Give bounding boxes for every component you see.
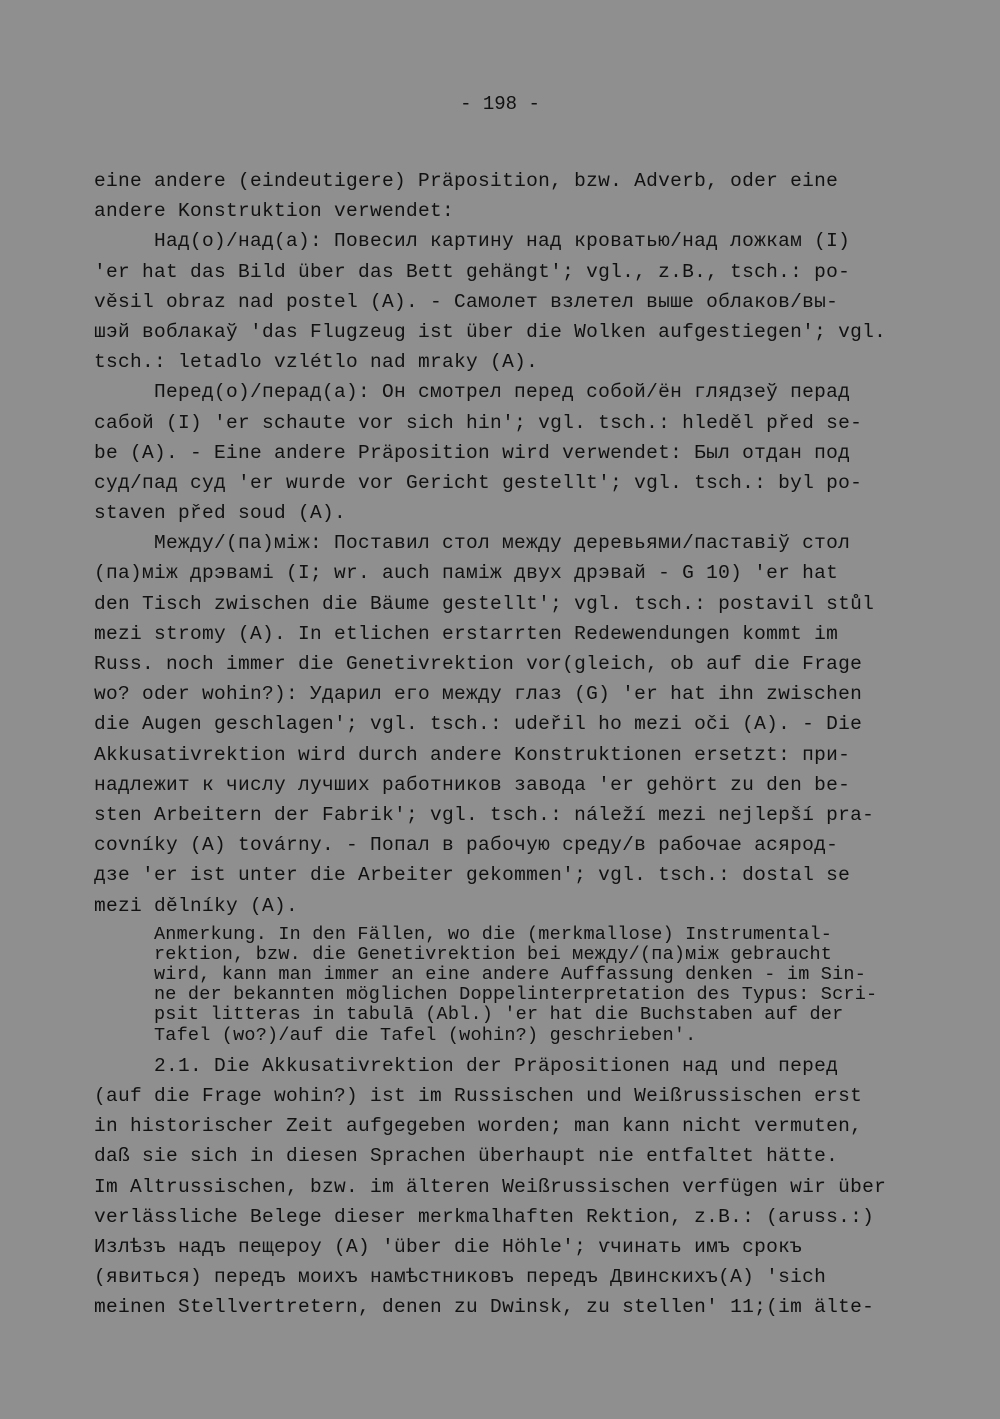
text-line: дзе 'er ist unter die Arbeiter gekommen'; vgl. tsch.: dostal se bbox=[94, 864, 851, 887]
text-line: in historischer Zeit aufgegeben worden; man kann nicht vermuten, bbox=[94, 1115, 863, 1138]
text-line: Над(о)/над(а): Повесил картину над кроватью/над ложкам (I) bbox=[154, 230, 851, 253]
text-line: 'er hat das Bild über das Bett gehängt'; vgl., z.B., tsch.: po- bbox=[94, 260, 851, 283]
text-line: сабой (I) 'er schaute vor sich hin'; vgl. tsch.: hleděl před se- bbox=[94, 411, 863, 434]
text-line: die Augen geschlagen'; vgl. tsch.: udeřil ho mezi oči (A). - Die bbox=[94, 713, 863, 736]
footnote-anmerkung bbox=[154, 925, 884, 1046]
text-line: Между/(па)між: Поставил стол между деревьями/паставіў стол bbox=[154, 532, 851, 555]
text-line: mezi dělníky (A). bbox=[94, 894, 299, 917]
text-line: meinen Stellvertretern, denen zu Dwinsk, zu stellen' 11;(im älte- bbox=[94, 1296, 875, 1319]
text-line: daß sie sich in diesen Sprachen überhaupt nie entfaltet hätte. bbox=[94, 1145, 839, 1168]
text-line: mezi stromy (A). In etlichen erstarrten Redewendungen kommt im bbox=[94, 622, 839, 645]
text-line: sten Arbeitern der Fabrik'; vgl. tsch.: náleží mezi nejlepší pra- bbox=[94, 803, 875, 826]
text-line: wird, kann man immer an eine andere Auffassung denken - im Sin- bbox=[154, 964, 867, 986]
paragraph-block-a bbox=[94, 166, 887, 921]
page-number: - 198 - bbox=[460, 93, 540, 115]
text-line: ne der bekannten möglichen Doppelinterpretation des Typus: Scri- bbox=[154, 984, 878, 1006]
text-line: Перед(о)/перад(а): Он смотрел перед собой/ён глядзеў перад bbox=[154, 381, 851, 404]
text-line: Akkusativrektion wird durch andere Konstruktionen ersetzt: при- bbox=[94, 743, 851, 766]
text-line: Tafel (wo?)/auf die Tafel (wohin?) geschrieben'. bbox=[154, 1024, 697, 1046]
text-line: 2.1. Die Akkusativrektion der Präpositionen над und перед bbox=[154, 1054, 839, 1077]
text-line: staven před soud (A). bbox=[94, 502, 347, 525]
text-line: věsil obraz nad postel (A). - Самолет взлетел выше облаков/вы- bbox=[94, 290, 839, 313]
text-line: andere Konstruktion verwendet: bbox=[94, 200, 455, 223]
text-line: Излѣзъ надъ пещероу (A) 'über die Höhle'; ѵчинать имъ срокъ bbox=[94, 1235, 803, 1258]
text-line: (auf die Frage wohin?) ist im Russischen und Weißrussischen erst bbox=[94, 1085, 863, 1107]
text-line: Im Altrussischen, bzw. im älteren Weißrussischen verfügen wir über bbox=[94, 1175, 887, 1198]
body-text bbox=[94, 166, 887, 1323]
text-line: psit litteras in tabulā (Abl.) 'er hat die Buchstaben auf der bbox=[154, 1004, 844, 1026]
text-line: суд/пад суд 'er wurde vor Gericht gestellt'; vgl. tsch.: byl po- bbox=[94, 471, 863, 494]
text-line: Russ. noch immer die Genetivrektion vor(gleich, ob auf die Frage bbox=[94, 653, 863, 675]
paragraph-block-b bbox=[94, 1051, 887, 1323]
text-line: шэй воблакаў 'das Flugzeug ist über die Wolken aufgestiegen'; vgl. bbox=[94, 320, 887, 343]
text-line: Anmerkung. In den Fällen, wo die (merkmallose) Instrumental- bbox=[154, 923, 833, 945]
text-line: verlässliche Belege dieser merkmalhaften Rektion, z.B.: (aruss.:) bbox=[94, 1205, 875, 1228]
text-line: rektion, bzw. die Genetivrektion bei между/(па)між gebraucht bbox=[154, 943, 833, 965]
text-line: (явиться) передъ моихъ намѣстниковъ передъ Двинскихъ(A) 'sich bbox=[94, 1266, 827, 1289]
text-line: wo? oder wohin?): Ударил его между глаз (G) 'er hat ihn zwischen bbox=[94, 683, 863, 706]
text-line: (па)між дрэвамі (I; wr. auch паміж двух дрэвай - G 10) 'er hat bbox=[94, 562, 839, 585]
text-line: eine andere (eindeutigere) Präposition, bzw. Adverb, oder eine bbox=[94, 170, 839, 192]
text-line: надлежит к числу лучших работников завода 'er gehört zu den be- bbox=[94, 773, 851, 796]
text-line: be (A). - Eine andere Präposition wird verwendet: Был отдан под bbox=[94, 441, 851, 464]
text-line: den Tisch zwischen die Bäume gestellt'; vgl. tsch.: postavil stůl bbox=[94, 592, 875, 615]
text-line: covníky (A) továrny. - Попал в рабочую среду/в рабочае асярод- bbox=[94, 834, 839, 857]
text-line: tsch.: letadlo vzlétlo nad mraky (A). bbox=[94, 351, 539, 374]
